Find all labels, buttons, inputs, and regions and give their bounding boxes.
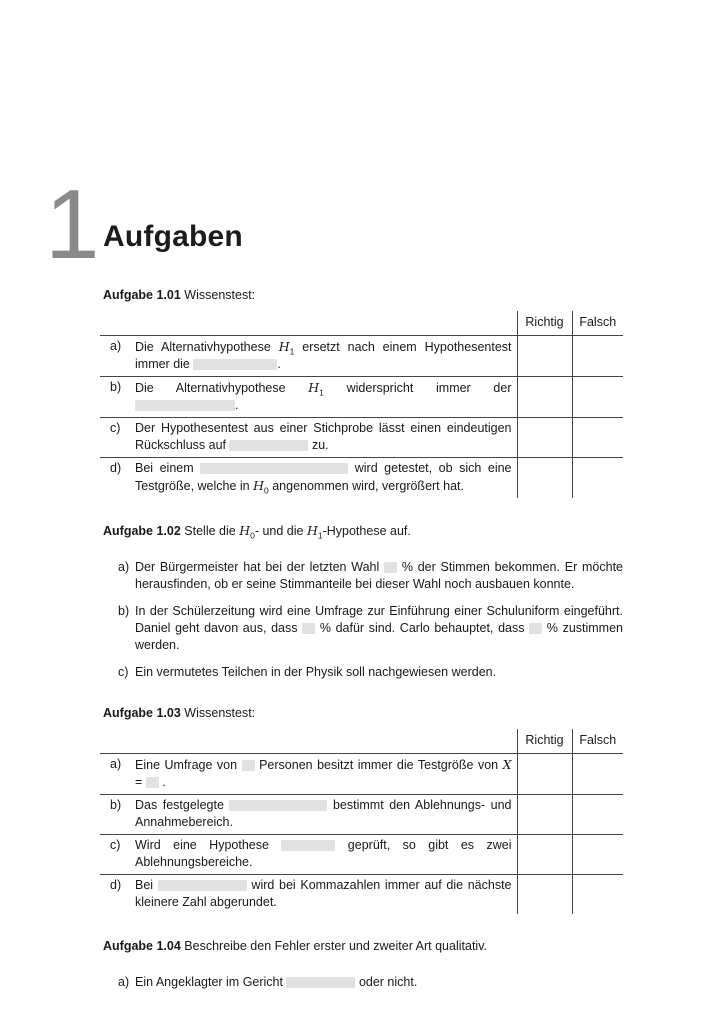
- item-text: Ein Angeklagter im Gericht oder nicht.: [135, 975, 418, 989]
- table-row: [100, 377, 623, 418]
- answer-cell-falsch: [572, 336, 623, 377]
- statement-text: Das festgelegte bestimmt den Ablehnungs- und Annahmebereich.: [135, 795, 517, 835]
- answer-cell-richtig: [517, 458, 572, 499]
- item-text: Der Bürgermeister hat bei der letzten Wahl % der Stimmen bekommen. Er möchte herausfinden, ob er seine Stimmanteile bei dieser Wahl noch ausbauen konnte.: [135, 560, 623, 591]
- row-letter: a): [100, 336, 135, 377]
- math-variable: $H_1$: [308, 380, 324, 398]
- statement-text: Wird eine Hypothese geprüft, so gibt es zwei Ablehnungsbereiche.: [135, 835, 517, 875]
- fill-in-blank: [286, 977, 355, 988]
- item-text: In der Schülerzeitung wird eine Umfrage zur Einführung einer Schuluniform eingeführt. Daniel geht davon aus, dass % dafür sind. Carlo behauptet, dass % zustimmen werden.: [135, 604, 624, 652]
- row-letter: b): [100, 377, 135, 418]
- fill-in-blank: [229, 800, 327, 811]
- table-header-spacer: [100, 311, 517, 336]
- task-number: Aufgabe 1.01: [103, 288, 181, 302]
- page-content: [45, 0, 624, 991]
- column-header-falsch: Falsch: [572, 311, 623, 336]
- item-letter: c): [118, 665, 129, 679]
- item-letter: b): [118, 604, 130, 618]
- answer-cell-richtig: [517, 418, 572, 458]
- table-row: [100, 875, 623, 915]
- column-header-richtig: Richtig: [517, 729, 572, 754]
- answer-cell-richtig: [517, 754, 572, 795]
- answer-cell-falsch: [572, 458, 623, 499]
- table-header-row: [100, 311, 623, 336]
- task-heading: Aufgabe 1.04 Beschreibe den Fehler erster und zweiter Art qualitativ.: [103, 939, 487, 953]
- statement-text: Bei einem wird getestet, ob sich eine Testgröße, welche in $H_0$ angenommen wird, vergrößert hat.: [135, 461, 512, 496]
- fill-in-blank: [146, 777, 159, 788]
- task-number: Aufgabe 1.03: [103, 706, 181, 720]
- task-heading: Aufgabe 1.03 Wissenstest:: [103, 706, 256, 720]
- item-text: Ein vermutetes Teilchen in der Physik soll nachgewiesen werden.: [135, 665, 497, 679]
- math-variable: $H_0$: [239, 523, 255, 541]
- statement-text: Eine Umfrage von Personen besitzt immer die Testgröße von X = .: [135, 754, 517, 795]
- statement-text: Die Alternativhypothese $H_1$ widerspricht immer der .: [135, 377, 517, 418]
- row-letter: c): [100, 835, 135, 875]
- table-row: [100, 418, 623, 458]
- answer-cell-falsch: [572, 875, 623, 915]
- answer-cell-richtig: [517, 835, 572, 875]
- table-row: [100, 336, 623, 377]
- fill-in-blank: [193, 359, 277, 370]
- fill-in-blank: [158, 880, 247, 891]
- fill-in-blank: [302, 623, 315, 634]
- table-row: [100, 754, 623, 795]
- statement-text: Bei wird bei Kommazahlen immer auf die nächste kleinere Zahl abgerundet.: [135, 878, 512, 909]
- table-header-spacer: [100, 729, 517, 754]
- column-header-richtig: Richtig: [517, 311, 572, 336]
- math-variable: $H_1$: [306, 523, 323, 541]
- list-item: [100, 603, 623, 654]
- task-number: Aufgabe 1.02: [103, 524, 181, 538]
- answer-cell-falsch: [572, 377, 623, 418]
- task-heading: Aufgabe 1.01 Wissenstest:: [103, 288, 256, 302]
- chapter-number: 1: [45, 169, 100, 279]
- row-letter: b): [100, 795, 135, 835]
- fill-in-blank: [384, 562, 397, 573]
- wissenstest-table: [100, 729, 623, 914]
- list-item: [100, 664, 623, 681]
- statement-text: Die Alternativhypothese $H_1$ ersetzt nach einem Hypothesentest immer die .: [135, 336, 517, 377]
- math-variable: $H_1$: [278, 339, 295, 357]
- wissenstest-table: [100, 311, 623, 498]
- fill-in-blank: [242, 760, 255, 771]
- table-row: [100, 835, 623, 875]
- item-letter: a): [118, 560, 130, 574]
- statement-text: Der Hypothesentest aus einer Stichprobe lässt einen eindeutigen Rückschluss auf zu.: [135, 418, 517, 458]
- chapter-title: Aufgaben: [103, 220, 243, 253]
- table-row: [100, 795, 623, 835]
- table-row: [100, 458, 623, 499]
- row-letter: d): [110, 878, 122, 892]
- answer-cell-falsch: [572, 754, 623, 795]
- answer-cell-falsch: [572, 418, 623, 458]
- fill-in-blank: [229, 440, 308, 451]
- answer-cell-richtig: [517, 336, 572, 377]
- item-letter: a): [118, 975, 130, 989]
- row-letter: d): [110, 461, 122, 475]
- answer-cell-richtig: [517, 795, 572, 835]
- fill-in-blank: [200, 463, 348, 474]
- list-item: [100, 974, 623, 991]
- column-header-falsch: Falsch: [572, 729, 623, 754]
- list-item: [100, 559, 623, 593]
- task-heading: Aufgabe 1.02 Stelle die $H_0-$ und die $H_1$-Hypothese auf.: [103, 523, 411, 541]
- exercise-sections: [100, 287, 623, 991]
- fill-in-blank: [529, 623, 542, 634]
- answer-cell-richtig: [517, 377, 572, 418]
- fill-in-blank: [135, 400, 235, 411]
- fill-in-blank: [281, 840, 335, 851]
- row-letter: a): [100, 754, 135, 795]
- answer-cell-richtig: [517, 875, 572, 915]
- task-number: Aufgabe 1.04: [103, 939, 181, 953]
- table-header-row: [100, 729, 623, 754]
- answer-cell-falsch: [572, 795, 623, 835]
- row-letter: c): [100, 418, 135, 458]
- answer-cell-falsch: [572, 835, 623, 875]
- math-variable: X: [502, 757, 512, 772]
- chapter-header: [45, 169, 623, 279]
- math-variable: $H_0$: [253, 478, 269, 496]
